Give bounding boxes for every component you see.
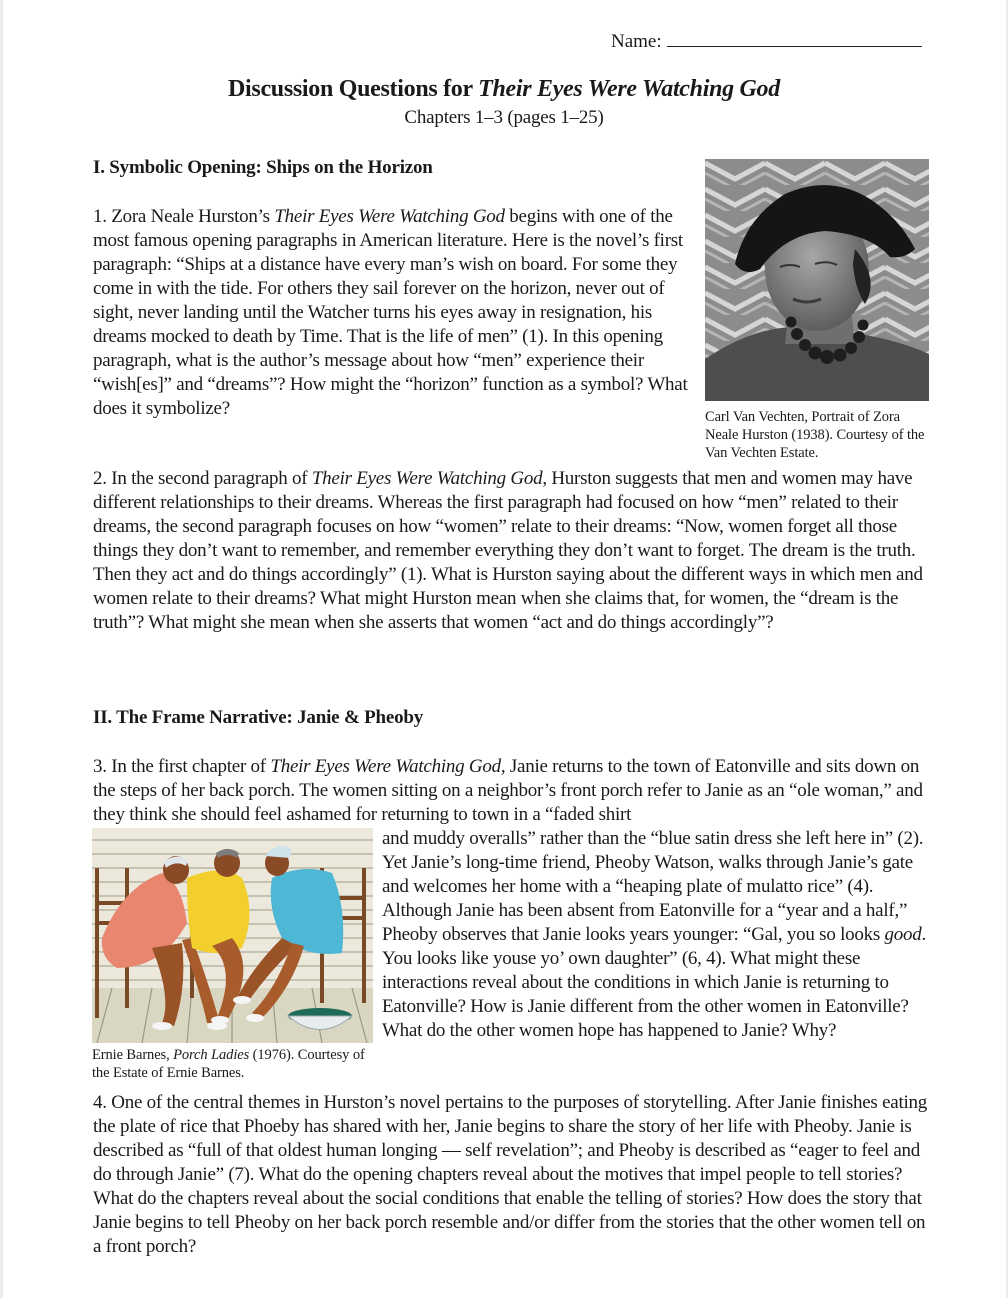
portrait-caption: Carl Van Vechten, Portrait of Zora Neale Hurston (1938). Courtesy of the Van Vechten Estate. [705,409,925,461]
porch-ladies-image [92,828,373,1043]
section-heading-2: II. The Frame Narrative: Janie & Pheoby [93,707,424,728]
question-1: 1. Zora Neale Hurston’s Their Eyes Were Watching God begins with one of the most famous opening paragraphs in American literature. Here is the novel’s first paragraph: “Ships at a distance have every man’s wish on board. For some they come in with the tide. For others they sail forever on the horizon, never out of sight, never landing until the Watcher turns his eyes away in resignation, his dreams mocked to death by Time. That is the life of men” (1). In this opening paragraph, what is the author’s message about how “men” experience their “wish[es]” and “dreams”? How might the “horizon” function as a symbol? What does it symbolize? [93,206,688,419]
question-4: 4. One of the central themes in Hurston’s novel pertains to the purposes of storytelling. After Janie finishes eating the plate of rice that Phoeby has shared with her, Janie begins to share the story of her life with Pheoby. Janie is described as “full of that oldest human longing — self revelation”; and Pheoby is described as “eager to feel and do through Janie” (7). What do the opening chapters reveal about the motives that impel people to tell stories? What do the chapters reveal about the social conditions that enable the telling of stories? How does the story that Janie begins to tell Pheoby on her back porch resemble and/or differ from the stories that the other women tell on a front porch? [93,1092,927,1257]
question-3-wrap: and muddy overalls” rather than the “blue satin dress she left here in” (2). Yet Janie’s long-time friend, Pheoby Watson, walks through Janie’s gate and welcomes her home with a “heaping plate of mulatto rice” (4). Although Janie has been absent from Eatonville for a “year and a half,” Pheoby observes that Janie looks years younger: “Gal, you so looks good. You looks like youse yo’ own daughter” (6, 4). What might these interactions reveal about the conditions in which Janie is returning to Eatonville? How is Janie different from the other women in Eatonville? What do the other women hope has happened to Janie? Why? [382,828,926,1041]
porch-ladies-figure [92,828,373,1043]
question-3-intro: 3. In the first chapter of Their Eyes Were Watching God, Janie returns to the town of Eatonville and sits down on the steps of her back porch. The women sitting on a neighbor’s front porch refer to Janie as an “ole woman,” and they think she should feel ashamed for returning to town in a “faded shirt [93,756,923,825]
name-blank-line[interactable] [667,30,922,47]
title-book: Their Eyes Were Watching God [478,76,780,102]
name-label: Name: [611,31,662,52]
porch-ladies-caption: Ernie Barnes, Porch Ladies (1976). Courtesy of the Estate of Ernie Barnes. [92,1047,365,1081]
portrait-image [705,159,929,401]
title-prefix: Discussion Questions for [228,76,479,102]
question-number: 1. [93,206,107,227]
question-number: 3. [93,756,107,777]
name-field [611,30,922,53]
page-title [0,76,1008,103]
question-2: 2. In the second paragraph of Their Eyes Were Watching God, Hurston suggests that men and women may have different relationships to their dreams. Whereas the first paragraph had focused on how “men” related to their dreams, the second paragraph focuses on how “women” relate to their dreams: “Now, women forget all those things they don’t want to remember, and remember everything they don’t want to forget. The dream is the truth. Then they act and do things accordingly” (1). What is Hurston saying about the different ways in which men and women relate to their dreams? What might Hurston mean when she claims that, for women, the “dream is the truth”? What might she mean when she asserts that women “act and do things accordingly”? [93,468,923,633]
section-heading-1: I. Symbolic Opening: Ships on the Horizon [93,157,433,178]
portrait-figure [705,159,929,401]
question-number: 2. [93,468,107,489]
page-edge-left [0,0,3,1298]
page-subtitle: Chapters 1–3 (pages 1–25) [404,107,604,128]
question-number: 4. [93,1092,107,1113]
